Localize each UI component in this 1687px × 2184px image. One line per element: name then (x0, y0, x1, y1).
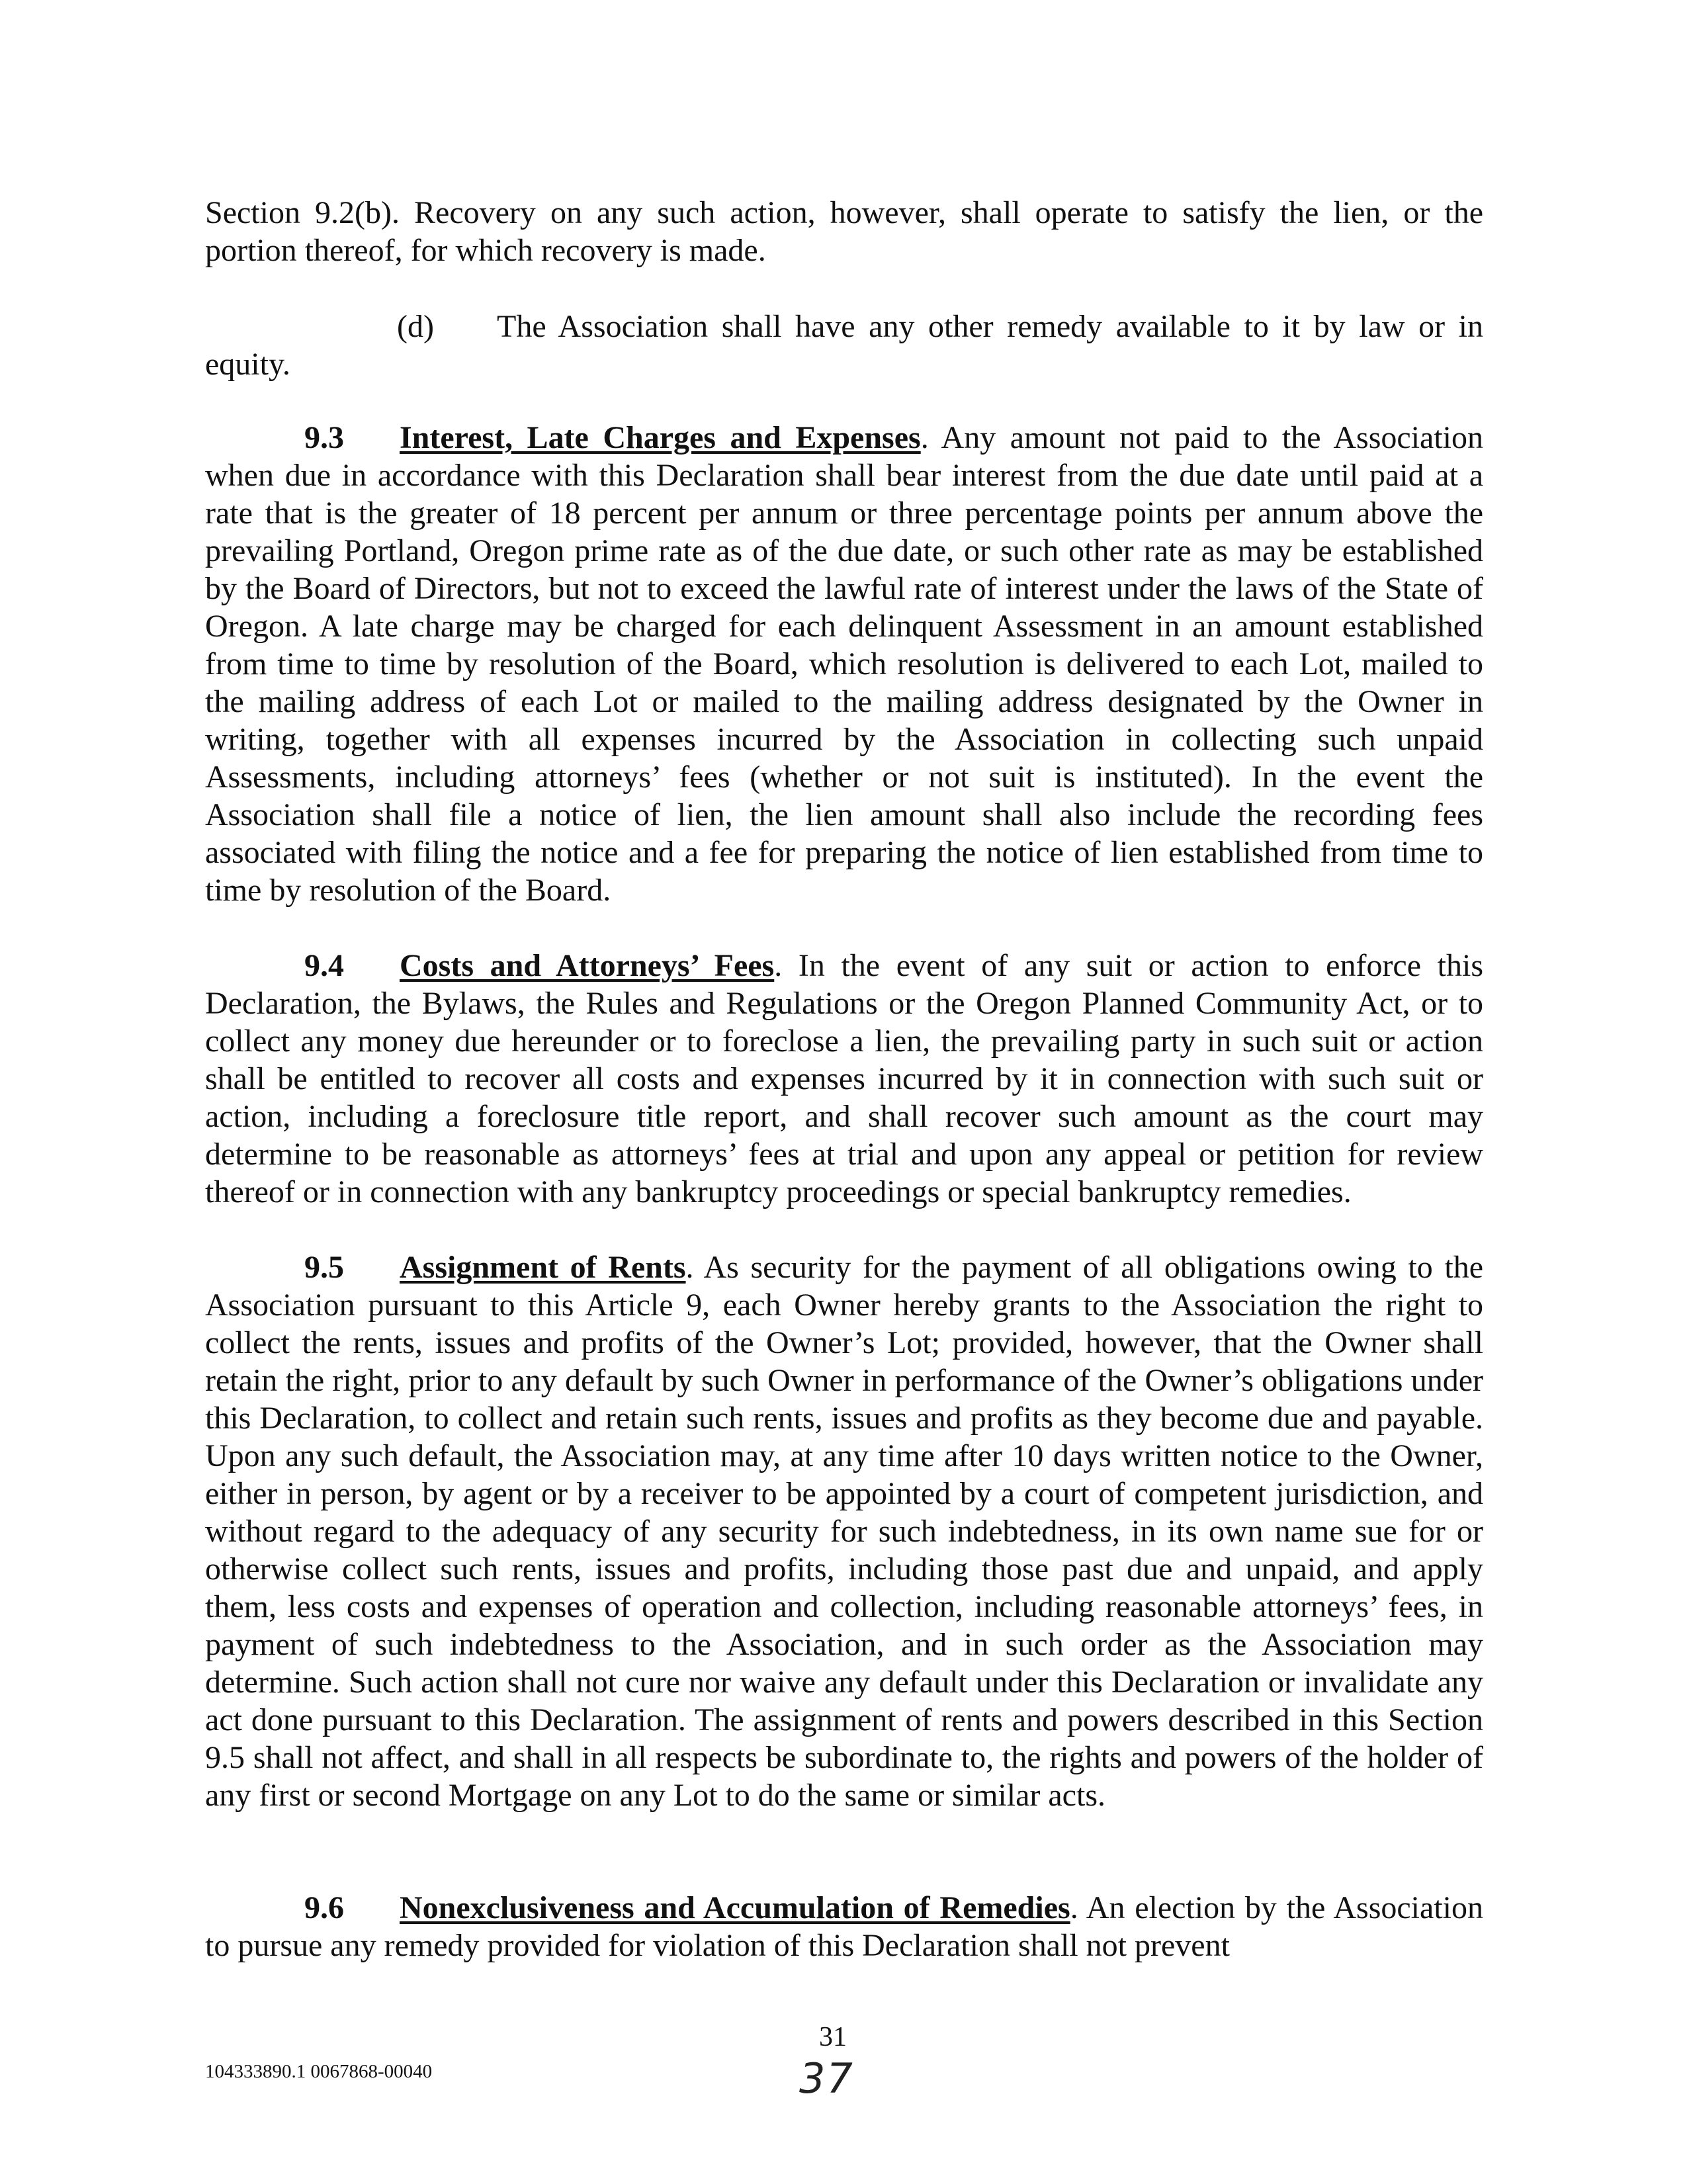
section-9-4-number: 9.4 (304, 948, 344, 983)
section-9-3-body: . Any amount not paid to the Association when due in accordance with this Declaration shall bear interest from the due date until paid at a rate that is the greater of 18 percent per annum or three percentage points per annum above the prevailing Portland, Oregon prime rate as of the due date, or such other rate as may be established by the Board of Directors, but not to exceed the lawful rate of interest under the laws of the State of Oregon. A late charge may be charged for each delinquent Assessment in an amount established from time to time by resolution of the Board, which resolution is delivered to each Lot, mailed to the mailing address of each Lot or mailed to the mailing address designated by the Owner in writing, together with all expenses incurred by the Association in collecting such unpaid Assessments, including attorneys’ fees (whether or not suit is instituted). In the event the Association shall file a notice of lien, the lien amount shall also include the recording fees associated with filing the notice and a fee for preparing the notice of lien established from time to time by resolution of the Board. (205, 420, 1484, 908)
section-9-3 (205, 419, 1483, 909)
section-9-6-body: . An election by the Association to pursue any remedy provided for violation of this Declaration shall not prevent (205, 1890, 1483, 1963)
section-9-5-title: Assignment of Rents (400, 1250, 686, 1285)
section-9-6-number: 9.6 (304, 1890, 344, 1925)
section-9-5 (205, 1248, 1483, 1814)
section-9-5-number: 9.5 (304, 1250, 344, 1285)
handwritten-page-number: 37 (799, 2054, 854, 2103)
section-9-4 (205, 947, 1483, 1211)
section-9-5-body: . As security for the payment of all obligations owing to the Association pursuant to this Article 9, each Owner hereby grants to the Association the right to collect the rents, issues and profits of the Owner’s Lot; provided, however, that the Owner shall retain the right, prior to any default by such Owner in performance of the Owner’s obligations under this Declaration, to collect and retain such rents, issues and profits as they become due and payable. Upon any such default, the Association may, at any time after 10 days written notice to the Owner, either in person, by agent or by a receiver to be appointed by a court of competent jurisdiction, and without regard to the adequacy of any security for such indebtedness, in its own name sue for or otherwise collect such rents, issues and profits, including those past due and unpaid, and apply them, less costs and expenses of operation and collection, including reasonable attorneys’ fees, in payment of such indebtedness to the Association, and in such order as the Association may determine. Such action shall not cure nor waive any default under this Declaration or invalidate any act done pursuant to this Declaration. The assignment of rents and powers described in this Section 9.5 shall not affect, and shall in all respects be subordinate to, the rights and powers of the holder of any first or second Mortgage on any Lot to do the same or similar acts. (205, 1250, 1483, 1813)
page-number: 31 (819, 2022, 847, 2052)
section-9-6 (205, 1889, 1483, 1964)
paragraph-d-text: The Association shall have any other remedy available to it by law or in (497, 309, 1483, 344)
section-9-4-body: . In the event of any suit or action to enforce this Declaration, the Bylaws, the Rules and Regulations or the Oregon Planned Community Act, or to collect any money due hereunder or to foreclose a lien, the prevailing party in such suit or action shall be entitled to recover all costs and expenses incurred by it in connection with such suit or action, including a foreclosure title report, and shall recover such amount as the court may determine to be reasonable as attorneys’ fees at trial and upon any appeal or petition for review thereof or in connection with any bankruptcy proceedings or special bankruptcy remedies. (205, 948, 1483, 1209)
section-9-6-title: Nonexclusiveness and Accumulation of Remedies (400, 1890, 1070, 1925)
section-9-4-title: Costs and Attorneys’ Fees (400, 948, 775, 983)
paragraph-section-9-2b-continuation: Section 9.2(b). Recovery on any such action, however, shall operate to satisfy the lien, or the portion thereof, for which recovery is made. (205, 195, 1483, 268)
section-9-3-number: 9.3 (304, 420, 344, 455)
section-9-3-title: Interest, Late Charges and Expenses (400, 420, 921, 455)
paragraph-d-continuation: equity. (205, 347, 290, 382)
paragraph-d-label: (d) (397, 309, 434, 344)
document-id: 104333890.1 0067868-00040 (205, 2061, 433, 2082)
